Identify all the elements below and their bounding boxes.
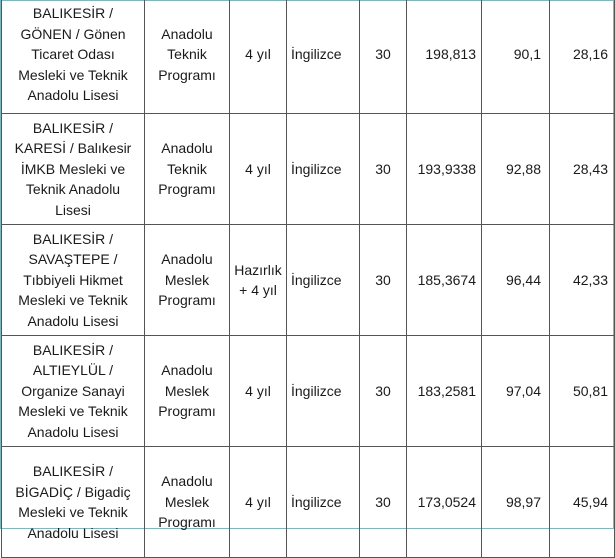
school-name-cell-line: BALIKESİR / (32, 230, 114, 247)
percentile-cell: 96,44 (482, 225, 550, 336)
program-type-cell-line: Anadolu (161, 251, 213, 268)
program-type-cell-line: Programı (158, 66, 216, 83)
school-name-cell-line: BALIKESİR / (32, 5, 114, 22)
program-type-cell (145, 114, 230, 225)
school-name-cell-line: KARESİ / Balıkesir (14, 140, 132, 157)
duration-cell (230, 447, 287, 558)
duration-cell (230, 0, 287, 114)
school-name-cell-line: Anadolu Lisesi (27, 312, 119, 329)
program-type-cell-line: Teknik (167, 46, 207, 63)
language-cell: İngilizce (287, 225, 360, 336)
school-name-cell-line: Mesleki ve Teknik (18, 403, 128, 420)
percentile-cell: 92,88 (482, 114, 550, 225)
percentile-cell: 90,1 (482, 0, 550, 114)
school-name-cell-line: İMKB Mesleki ve (20, 160, 126, 177)
school-name-cell-line: Tıbbiyeli Hikmet (23, 271, 123, 288)
quota-cell: 30 (360, 225, 407, 336)
percentile-cell: 97,04 (482, 336, 550, 447)
school-name-cell (2, 336, 145, 447)
table-body (2, 0, 615, 558)
school-name-cell-line: Lisesi (55, 201, 91, 218)
school-name-cell-line: GÖNEN / Gönen (20, 25, 126, 42)
school-name-cell-line: Anadolu Lisesi (27, 87, 119, 104)
table-row (2, 336, 615, 447)
duration-cell (230, 114, 287, 225)
school-name-cell-line: BALIKESİR / (32, 463, 114, 479)
program-type-cell-line: Programı (158, 403, 216, 420)
school-name-cell-line: Mesleki ve Teknik (18, 292, 128, 309)
program-type-cell-line: Meslek (164, 382, 210, 399)
score-cell: 173,0524 (407, 447, 482, 558)
program-type-cell-line: Anadolu (161, 473, 213, 490)
score-cell: 193,9338 (407, 114, 482, 225)
school-name-cell (2, 447, 145, 558)
school-name-cell-line: BİGADİÇ / Bigadiç (15, 483, 131, 500)
program-type-cell-line: Anadolu (161, 25, 213, 42)
school-name-cell-line: Teknik Anadolu (25, 181, 121, 198)
program-type-cell-line: Anadolu (161, 362, 213, 379)
last-value-cell: 28,16 (550, 0, 615, 114)
duration-cell-line: 4 yıl (245, 160, 271, 177)
school-name-cell (2, 0, 145, 114)
program-type-cell-line: Programı (158, 292, 216, 309)
table-row (2, 114, 615, 225)
school-name-cell (2, 225, 145, 336)
school-table (1, 0, 615, 558)
program-type-cell-line: Programı (158, 514, 216, 531)
score-cell: 183,2581 (407, 336, 482, 447)
table-row (2, 447, 615, 558)
duration-cell (230, 225, 287, 336)
program-type-cell (145, 447, 230, 558)
quota-cell: 30 (360, 0, 407, 114)
school-name-cell-line: SAVAŞTEPE / (28, 251, 118, 268)
language-cell: İngilizce (287, 336, 360, 447)
duration-cell-line: 4 yıl (245, 493, 271, 510)
school-name-cell (2, 114, 145, 225)
school-name-cell-line: Anadolu Lisesi (27, 423, 119, 440)
program-type-cell-line: Anadolu (161, 140, 213, 157)
last-value-cell: 28,43 (550, 114, 615, 225)
school-name-cell-line: Ticaret Odası (31, 46, 115, 63)
duration-cell-line: 4 yıl (245, 46, 271, 63)
program-type-cell (145, 0, 230, 114)
language-cell: İngilizce (287, 447, 360, 558)
last-value-cell: 42,33 (550, 225, 615, 336)
school-name-cell-line: Mesleki ve Teknik (18, 66, 128, 83)
language-cell: İngilizce (287, 114, 360, 225)
score-cell: 185,3674 (407, 225, 482, 336)
duration-cell (230, 336, 287, 447)
last-value-cell: 50,81 (550, 336, 615, 447)
program-type-cell (145, 336, 230, 447)
school-name-cell-line: BALIKESİR / (32, 119, 114, 136)
school-name-cell-line: Mesleki ve Teknik (18, 504, 128, 520)
school-name-cell-line: BALIKESİR / (32, 341, 114, 358)
last-value-cell: 45,94 (550, 447, 615, 558)
percentile-cell: 98,97 (482, 447, 550, 558)
duration-cell-line: + 4 yıl (239, 282, 277, 298)
school-name-cell-line: Anadolu Lisesi (27, 524, 119, 541)
table-row (2, 0, 615, 114)
duration-cell-line: Hazırlık (234, 261, 282, 278)
table-row (2, 225, 615, 336)
program-type-cell (145, 225, 230, 336)
score-cell: 198,813 (407, 0, 482, 114)
quota-cell: 30 (360, 336, 407, 447)
program-type-cell-line: Teknik (167, 160, 207, 177)
school-name-cell-line: ALTIEYLÜL / (32, 362, 114, 379)
program-type-cell-line: Meslek (164, 271, 210, 288)
duration-cell-line: 4 yıl (245, 382, 271, 399)
program-type-cell-line: Programı (158, 181, 216, 198)
language-cell: İngilizce (287, 0, 360, 114)
program-type-cell-line: Meslek (164, 493, 210, 510)
quota-cell: 30 (360, 114, 407, 225)
school-name-cell-line: Organize Sanayi (21, 382, 125, 399)
quota-cell: 30 (360, 447, 407, 558)
